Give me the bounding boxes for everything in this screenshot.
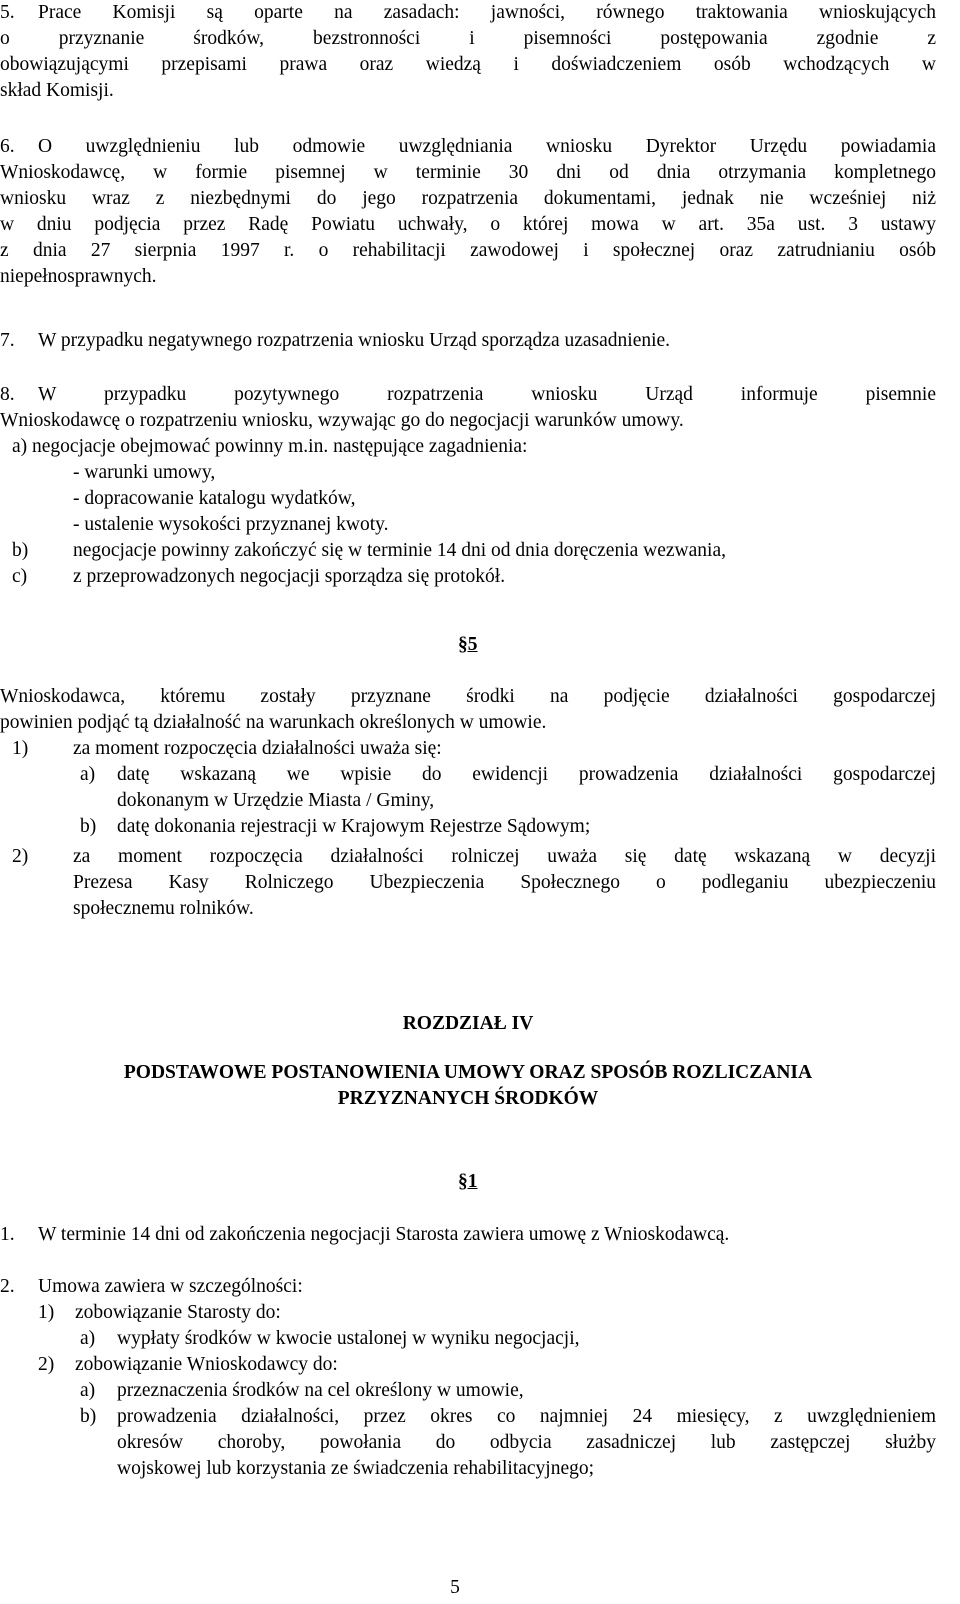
text-line: Wnioskodawcę o rozpatrzeniu wniosku, wzywając go do negocjacji warunków umowy. xyxy=(0,410,684,431)
list-label: b) xyxy=(80,816,97,837)
paragraph-number: 7. xyxy=(0,330,15,351)
text-line: Prace Komisji są oparte na zasadach: jawności, równego traktowania wnioskujących xyxy=(38,2,936,23)
list-label: b) xyxy=(80,1406,97,1427)
list-label: 1) xyxy=(38,1302,55,1323)
page-number: 5 xyxy=(450,1577,460,1598)
text-line: powinien podjąć tą działalność na warunkach określonych w umowie. xyxy=(0,712,547,733)
text-line: o przyznanie środków, bezstronności i pisemności postępowania zgodnie z xyxy=(0,28,936,49)
list-item-c: z przeprowadzonych negocjacji sporządza się protokół. xyxy=(73,566,506,587)
list-label: a) xyxy=(80,1328,96,1349)
dash-item: - warunki umowy, xyxy=(73,462,216,483)
dash-item: - dopracowanie katalogu wydatków, xyxy=(73,488,356,509)
paragraph-number: 2. xyxy=(0,1276,15,1297)
list-item: zobowiązanie Wnioskodawcy do: xyxy=(75,1354,338,1375)
text-line: datę wskazaną we wpisie do ewidencji prowadzenia działalności gospodarczej xyxy=(117,764,936,785)
list-label: 2) xyxy=(12,846,29,867)
text-line: niepełnosprawnych. xyxy=(0,266,157,287)
list-item: zobowiązanie Starosty do: xyxy=(75,1302,281,1323)
chapter-title: ROZDZIAŁ IV xyxy=(402,1013,534,1034)
text-line: wniosku wraz z niezbędnymi do jego rozpatrzenia dokumentami, jednak nie wcześniej niż xyxy=(0,188,936,209)
list-item: przeznaczenia środków na cel określony w umowie, xyxy=(117,1380,524,1401)
list-item-b: negocjacje powinny zakończyć się w terminie 14 dni od dnia doręczenia wezwania, xyxy=(73,540,726,561)
text-line: w dniu podjęcia przez Radę Powiatu uchwały, o której mowa w art. 35a ust. 3 ustawy xyxy=(0,214,936,235)
section-heading: §5 xyxy=(458,634,478,655)
text-line: dokonanym w Urzędzie Miasta / Gminy, xyxy=(117,790,435,811)
text-line: obowiązującymi przepisami prawa oraz wiedzą i doświadczeniem osób wchodzących w xyxy=(0,54,936,75)
paragraph-number: 6. xyxy=(0,136,15,157)
text-line: społecznemu rolników. xyxy=(73,898,254,919)
text-line: W przypadku pozytywnego rozpatrzenia wniosku Urząd informuje pisemnie xyxy=(38,384,936,405)
text-line: za moment rozpoczęcia działalności rolniczej uważa się datę wskazaną w decyzji xyxy=(73,846,936,867)
list-label: c) xyxy=(12,566,28,587)
dash-item: - ustalenie wysokości przyznanej kwoty. xyxy=(73,514,389,535)
text-line: z dnia 27 sierpnia 1997 r. o rehabilitacji zawodowej i społecznej oraz zatrudnianiu osób xyxy=(0,240,936,261)
list-label: 1) xyxy=(12,738,29,759)
chapter-subtitle: PODSTAWOWE POSTANOWIENIA UMOWY ORAZ SPOSÓB ROZLICZANIA xyxy=(123,1062,813,1083)
text-line: skład Komisji. xyxy=(0,80,114,101)
paragraph-number: 1. xyxy=(0,1224,15,1245)
text-line: O uwzględnieniu lub odmowie uwzględniania wniosku Dyrektor Urzędu powiadamia xyxy=(38,136,936,157)
text-line: wojskowej lub korzystania ze świadczenia rehabilitacyjnego; xyxy=(117,1458,595,1479)
text-line: Umowa zawiera w szczególności: xyxy=(38,1276,303,1297)
text-line: Wnioskodawca, któremu zostały przyznane środki na podjęcie działalności gospodarczej xyxy=(0,686,936,707)
list-label: a) xyxy=(80,764,96,785)
text-line: Prezesa Kasy Rolniczego Ubezpieczenia Społecznego o podleganiu ubezpieczeniu xyxy=(73,872,936,893)
list-item: datę dokonania rejestracji w Krajowym Rejestrze Sądowym; xyxy=(117,816,591,837)
list-item: wypłaty środków w kwocie ustalonej w wyniku negocjacji, xyxy=(117,1328,580,1349)
text-line: prowadzenia działalności, przez okres co najmniej 24 miesięcy, z uwzględnieniem xyxy=(117,1406,936,1427)
text-line: W przypadku negatywnego rozpatrzenia wniosku Urząd sporządza uzasadnienie. xyxy=(38,330,671,351)
paragraph-number: 8. xyxy=(0,384,15,405)
list-label: b) xyxy=(12,540,29,561)
list-label: 2) xyxy=(38,1354,55,1375)
text-line: okresów choroby, powołania do odbycia zasadniczej lub zastępczej służby xyxy=(117,1432,936,1453)
text-line: W terminie 14 dni od zakończenia negocjacji Starosta zawiera umowę z Wnioskodawcą. xyxy=(38,1224,730,1245)
list-item-a: a) negocjacje obejmować powinny m.in. następujące zagadnienia: xyxy=(12,436,528,457)
list-label: a) xyxy=(80,1380,96,1401)
section-heading: §1 xyxy=(458,1171,478,1192)
paragraph-number: 5. xyxy=(0,2,15,23)
list-item: za moment rozpoczęcia działalności uważa się: xyxy=(73,738,442,759)
text-line: Wnioskodawcę, w formie pisemnej w terminie 30 dni od dnia otrzymania kompletnego xyxy=(0,162,936,183)
chapter-subtitle: PRZYZNANYCH ŚRODKÓW xyxy=(337,1088,599,1109)
